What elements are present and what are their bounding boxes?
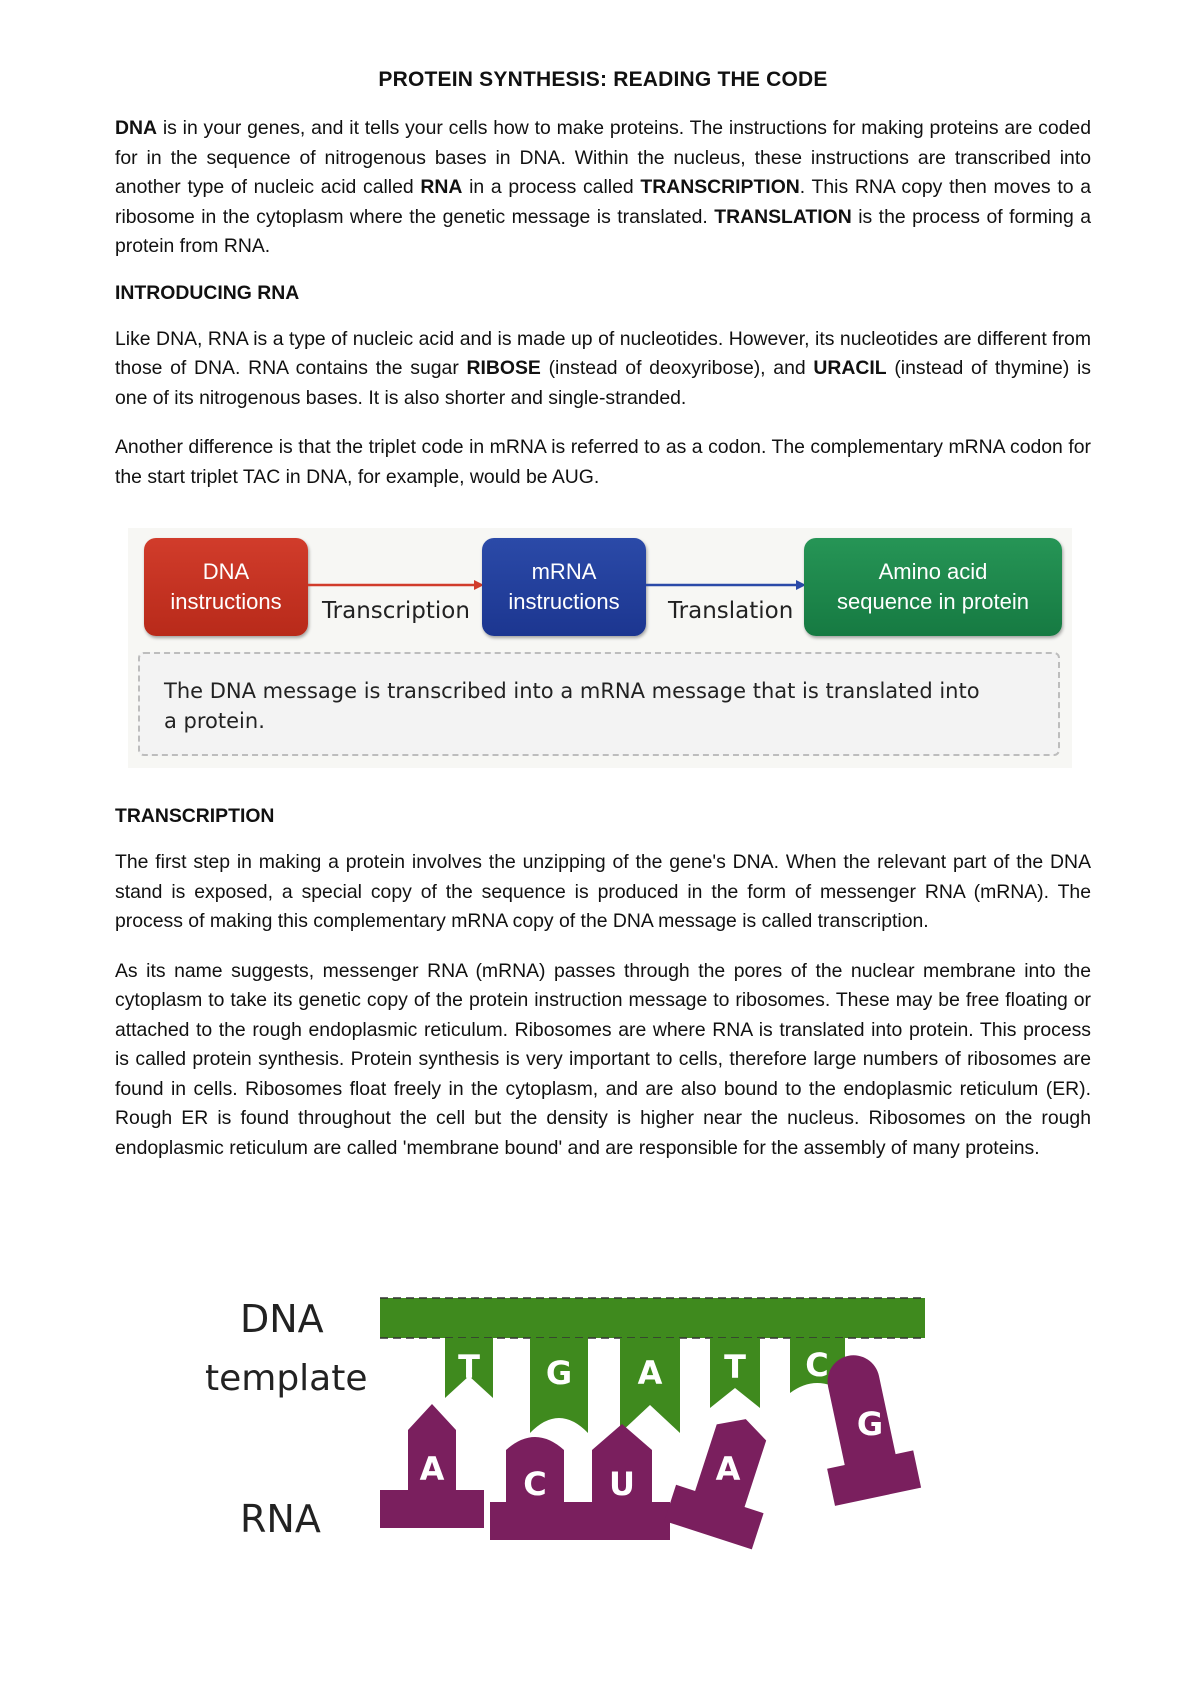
page-title: PROTEIN SYNTHESIS: READING THE CODE	[378, 68, 828, 91]
term-transcription: TRANSCRIPTION	[640, 176, 800, 198]
intro-paragraph: DNA is in your genes, and it tells your cells how to make proteins. The instructions for making proteins are coded for in the sequence of nitrogenous bases in DNA. Within the nucleus, these instructions are transcribed into another type of nucleic acid called RNA in a process called TRANSCRIPTION. This RNA copy then moves to a ribosome in the cytoplasm where the genetic message is translated. TRANSLATION is the process of forming a protein from RNA.	[115, 117, 1091, 257]
arrow-right-icon	[646, 578, 806, 592]
amino-acid-sequence-box: Amino acid sequence in protein	[804, 538, 1062, 636]
template-label: template	[205, 1358, 368, 1399]
dna-base-label: T	[724, 1348, 746, 1386]
document-page	[115, 68, 1091, 512]
term-uracil: URACIL	[813, 357, 887, 379]
dna-backbone	[380, 1298, 925, 1338]
dna-base-label: G	[545, 1354, 573, 1392]
transcription-paragraph-1: The first step in making a protein involves the unzipping of the gene's DNA. When the relevant part of the DNA stand is exposed, a special copy of the sequence is produced in the form of messenger RNA (mRNA). The process of making this complementary mRNA copy of the DNA message is called transcription.	[115, 851, 1091, 932]
transcription-label: Transcription	[322, 598, 470, 624]
dna-base-label: T	[458, 1348, 480, 1386]
rna-base-label: G	[856, 1405, 884, 1443]
heading-introducing-rna: INTRODUCING RNA	[115, 281, 300, 304]
mrna-instructions-box: mRNA instructions	[482, 538, 646, 636]
rna-paragraph-2: Another difference is that the triplet code in mRNA is referred to as a codon. The complementary mRNA codon for the start triplet TAC in DNA, for example, would be AUG.	[115, 436, 1091, 488]
rna-base-label: C	[523, 1465, 547, 1503]
dna-instructions-box: DNA instructions	[144, 538, 308, 636]
dna-label: DNA	[240, 1297, 324, 1341]
term-rna: RNA	[420, 176, 463, 198]
protein-synthesis-flow-diagram	[128, 528, 1072, 768]
transcription-section	[115, 805, 1091, 1183]
rna-base-label: A	[715, 1450, 741, 1488]
dna-rna-pairing-figure	[200, 1280, 1000, 1560]
transcription-paragraph-2: As its name suggests, messenger RNA (mRNA) passes through the pores of the nuclear membrane into the cytoplasm to take its genetic copy of the protein instruction message to ribosomes. These may be free floating or attached to the rough endoplasmic reticulum. Ribosomes are where RNA is translated into protein. This process is called protein synthesis. Protein synthesis is very important to cells, therefore large numbers of ribosomes are found in cells. Ribosomes float freely in the cytoplasm, and are also bound to the endoplasmic reticulum (ER). Rough ER is found throughout the cell but the density is higher near the nucleus. Ribosomes on the rough endoplasmic reticulum are called 'membrane bound' and are responsible for the assembly of many proteins.	[115, 959, 1091, 1159]
rna-base-label: A	[419, 1450, 445, 1488]
dna-base-label: A	[637, 1354, 663, 1392]
flow-caption: The DNA message is transcribed into a mRNA message that is translated into a protein.	[138, 652, 1060, 756]
term-ribose: RIBOSE	[466, 357, 541, 379]
rna-base-label: U	[609, 1465, 635, 1503]
translation-label: Translation	[668, 598, 794, 624]
rna-label: RNA	[240, 1497, 321, 1541]
dna-base-label: C	[805, 1346, 829, 1384]
term-dna: DNA	[115, 117, 158, 139]
arrow-right-icon	[308, 578, 484, 592]
heading-transcription: TRANSCRIPTION	[115, 805, 275, 827]
rna-paragraph-1: Like DNA, RNA is a type of nucleic acid and is made up of nucleotides. However, its nucleotides are different from those of DNA. RNA contains the sugar RIBOSE (instead of deoxyribose), and URACIL (instead of thymine) is one of its nitrogenous bases. It is also shorter and single-stranded.	[115, 327, 1091, 409]
term-translation: TRANSLATION	[714, 205, 852, 228]
